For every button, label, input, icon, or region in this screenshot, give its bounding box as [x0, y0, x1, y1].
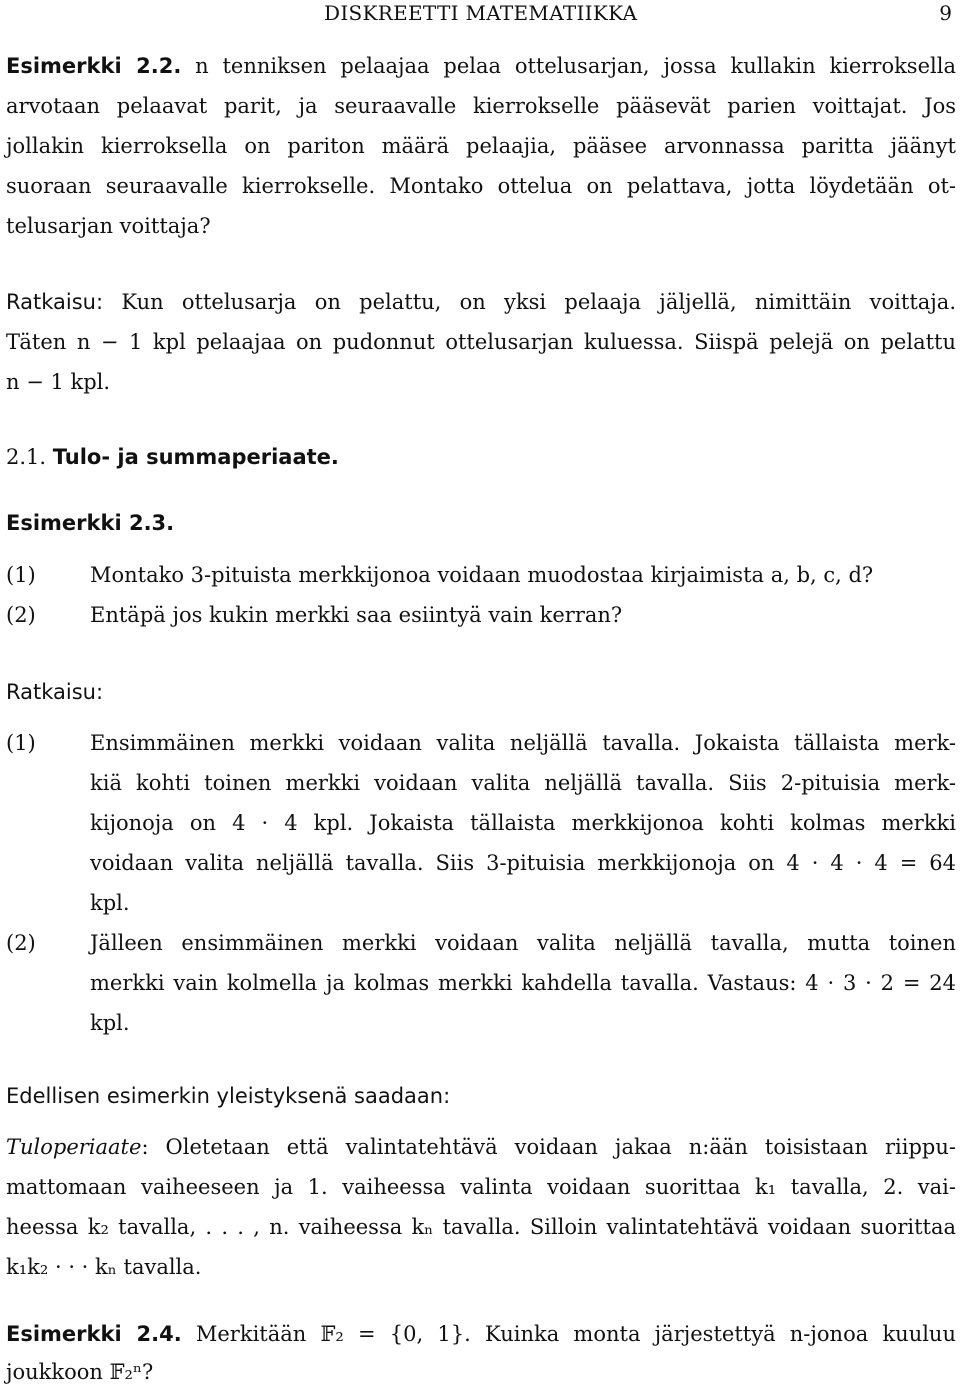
- solution-2-3-item-2-line-1: Jälleen ensimmäinen merkki voidaan valita neljällä tavalla, mutta toinen: [90, 931, 956, 955]
- product-principle-line-4: k₁k₂ · · · kₙ tavalla.: [6, 1255, 202, 1279]
- example-2-3-item-1: Montako 3-pituista merkkijonoa voidaan muodostaa kirjaimista a, b, c, d?: [90, 563, 874, 587]
- section-heading: [6, 443, 956, 471]
- solution-2-3-item-1-line-3: kijonoja on 4 · 4 kpl. Jokaista tällaista merkkijonoa kohti kolmas merkki: [90, 811, 956, 835]
- section-title: Tulo- ja summaperiaate.: [52, 445, 339, 469]
- example-2-3-item-2-marker: (2): [6, 603, 36, 627]
- example-2-3-item-2: Entäpä jos kukin merkki saa esiintyä vain kerran?: [90, 603, 623, 627]
- example-2-4-line-1: [6, 1320, 956, 1348]
- example-2-2-line-2: arvotaan pelaavat parit, ja seuraavalle kierrokselle pääsevät parien voittajat. Jos: [6, 94, 956, 118]
- example-2-3-label: Esimerkki 2.3.: [6, 511, 175, 535]
- example-2-3-item-1-marker: (1): [6, 563, 36, 587]
- solution-2-3-item-2-line-3: kpl.: [90, 1011, 130, 1035]
- solution-2-3-item-1-line-1: Ensimmäinen merkki voidaan valita neljällä tavalla. Jokaista tällaista merk-: [90, 731, 956, 755]
- solution-2-2-line-1: [6, 288, 956, 316]
- product-principle-line-3: heessa k₂ tavalla, . . . , n. vaiheessa kₙ tavalla. Silloin valintatehtävä voidaan suorittaa: [6, 1215, 956, 1239]
- solution-2-2-text-1: Kun ottelusarja on pelattu, on yksi pelaaja jäljellä, nimittäin voittaja.: [121, 290, 956, 314]
- example-2-2-text-1: n tenniksen pelaajaa pelaa ottelusarjan, jossa kullakin kierroksella: [195, 54, 956, 78]
- example-2-2-line-5: telusarjan voittaja?: [6, 214, 211, 238]
- solution-2-3-item-2-line-2: merkki vain kolmella ja kolmas merkki kahdella tavalla. Vastaus: 4 · 3 · 2 = 24: [90, 971, 956, 995]
- section-number: 2.1.: [6, 445, 47, 469]
- product-principle-line-1: [6, 1133, 956, 1161]
- running-header: [6, 0, 956, 26]
- solution-2-3-item-1-marker: (1): [6, 731, 36, 755]
- product-principle-line-2: mattomaan vaiheeseen ja 1. vaiheessa valinta voidaan suorittaa k₁ tavalla, 2. vai-: [6, 1175, 956, 1199]
- solution-2-3-item-2-marker: (2): [6, 931, 36, 955]
- example-2-2-line-4: suoraan seuraavalle kierrokselle. Montako ottelua on pelattava, jotta löydetään ot-: [6, 174, 956, 198]
- generalization-text: Edellisen esimerkin yleistyksenä saadaan:: [6, 1084, 451, 1108]
- product-principle-term: Tuloperiaate: [6, 1135, 142, 1159]
- solution-2-3-label: Ratkaisu:: [6, 680, 104, 704]
- example-2-2-line-3: jollakin kierroksella on pariton määrä pelaajia, pääsee arvonnassa paritta jäänyt: [6, 134, 956, 158]
- example-2-4-label: Esimerkki 2.4.: [6, 1322, 182, 1346]
- example-2-4-line-2: joukkoon 𝔽₂ⁿ?: [6, 1360, 154, 1384]
- page-number: 9: [939, 1, 952, 25]
- example-2-4-text-1: Merkitään 𝔽₂ = {0, 1}. Kuinka monta järjestettyä n-jonoa kuuluu: [195, 1322, 956, 1346]
- header-title: DISKREETTI MATEMATIIKKA: [324, 1, 638, 25]
- solution-2-2-line-2: Täten n − 1 kpl pelaajaa on pudonnut ottelusarjan kuluessa. Siispä pelejä on pelattu: [6, 330, 956, 354]
- solution-2-2-line-3: n − 1 kpl.: [6, 370, 111, 394]
- solution-2-3-item-1-line-5: kpl.: [90, 891, 130, 915]
- solution-2-2-label: Ratkaisu:: [6, 290, 104, 314]
- solution-2-3-item-1-line-2: kiä kohti toinen merkki voidaan valita neljällä tavalla. Siis 2-pituisia merk-: [90, 771, 956, 795]
- product-principle-text-1: : Oletetaan että valintatehtävä voidaan jakaa n:ään toisistaan riippu-: [141, 1135, 956, 1159]
- solution-2-3-item-1-line-4: voidaan valita neljällä tavalla. Siis 3-pituisia merkkijonoja on 4 · 4 · 4 = 64: [90, 851, 956, 875]
- example-2-2-label: Esimerkki 2.2.: [6, 54, 182, 78]
- example-2-2-line-1: [6, 52, 956, 80]
